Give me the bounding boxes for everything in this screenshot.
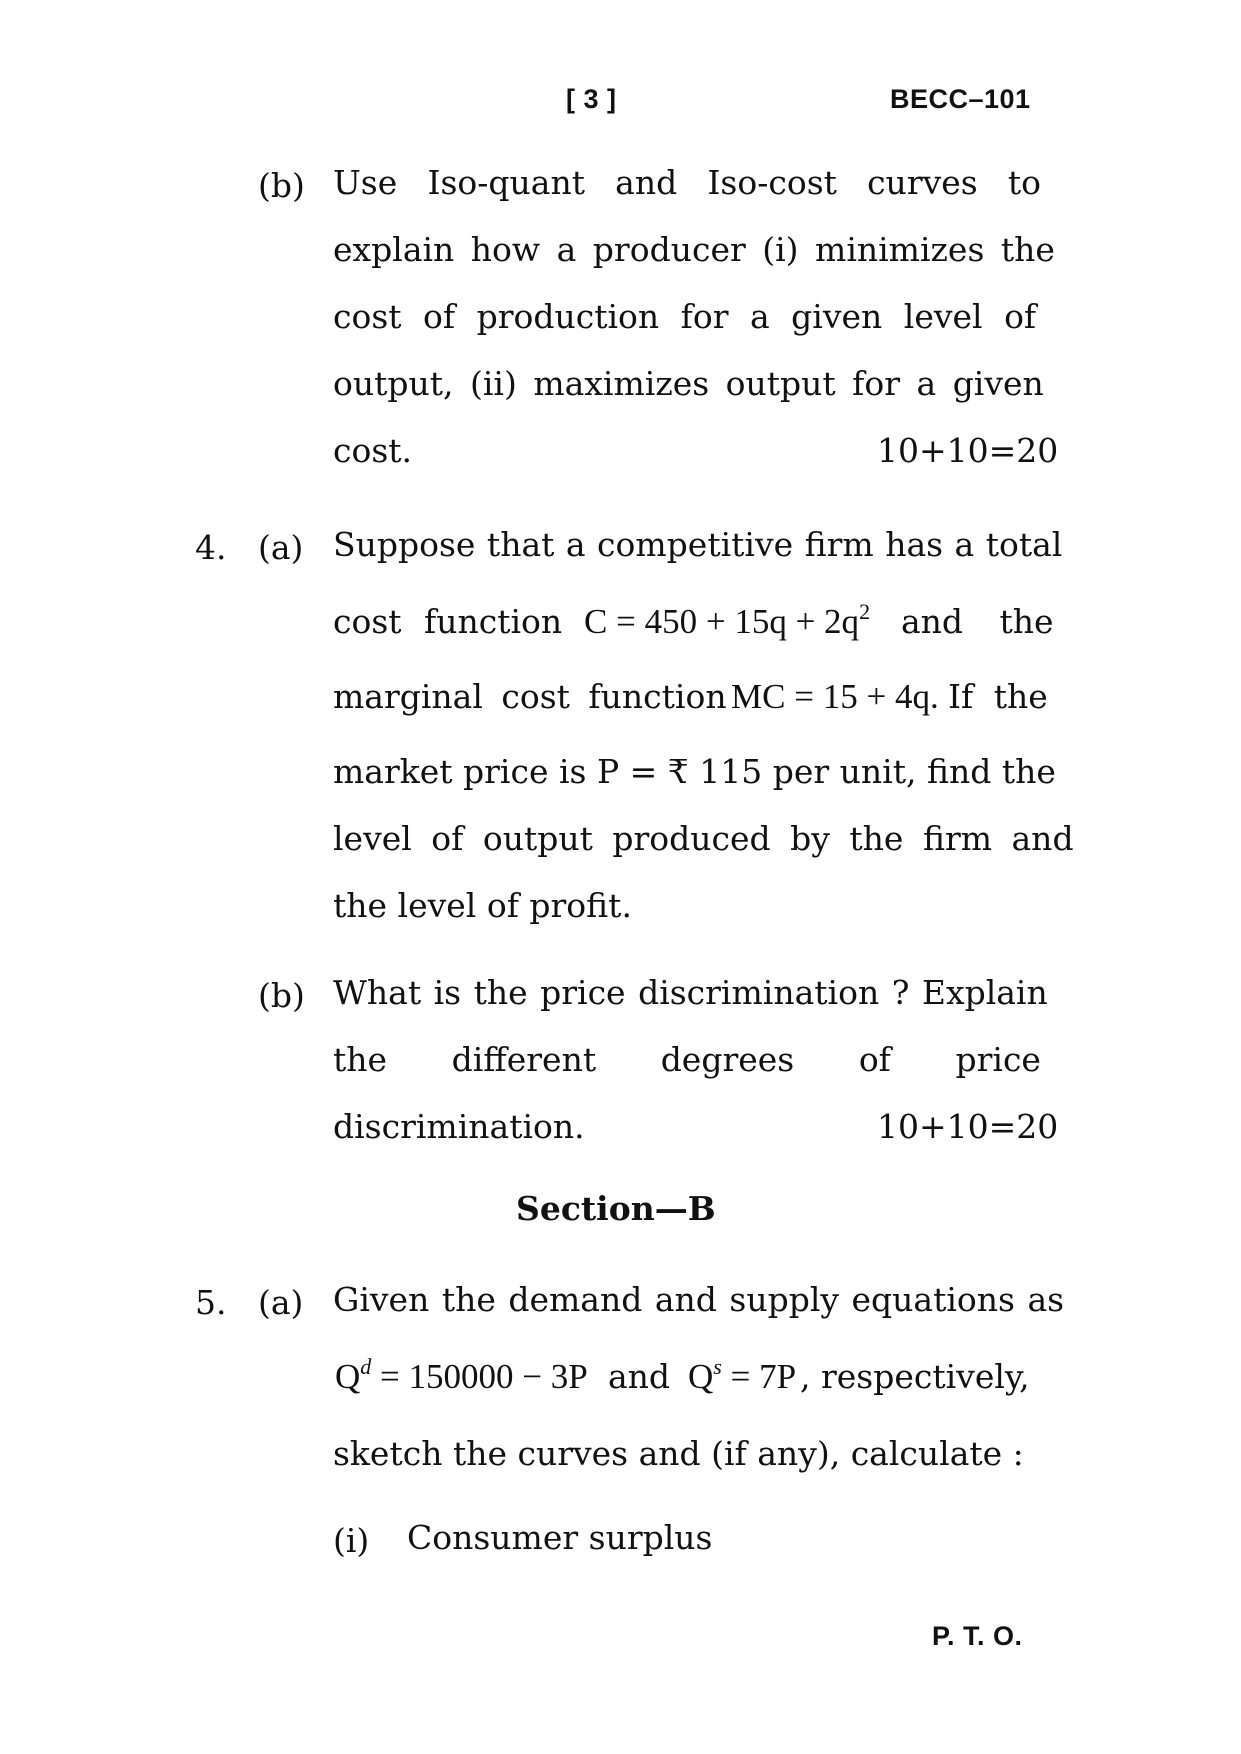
word: to xyxy=(1007,163,1041,202)
word: Iso-cost xyxy=(707,163,837,202)
word: Iso-quant xyxy=(427,163,585,202)
word: degrees xyxy=(660,1040,795,1079)
q3b-line4: output, (ii) maximizes output for a given xyxy=(333,364,1044,403)
q3b-line5: cost. xyxy=(333,431,413,470)
word: the xyxy=(333,1040,388,1079)
q3b-line2: explain how a producer (i) minimizes the xyxy=(333,230,1055,269)
q5a-line1: Given the demand and supply equations as xyxy=(333,1280,1065,1319)
q5-number: 5. xyxy=(195,1283,227,1322)
supply-rhs: = 7P xyxy=(730,1357,797,1396)
q4a-line3-post: If the xyxy=(948,677,1048,716)
demand-rhs: = 150000 − 3P xyxy=(380,1357,588,1396)
q4a-label: (a) xyxy=(258,528,304,567)
demand-equation: $Q^d = 150000 - 3P$ xyxy=(335,1354,588,1396)
q5a-label: (a) xyxy=(258,1283,304,1322)
marginal-cost-equation: MC = 15 + 4q. xyxy=(731,677,939,716)
q4-number: 4. xyxy=(195,528,227,567)
q4a-line6: the level of profit. xyxy=(333,886,632,925)
word: Use xyxy=(333,163,398,202)
demand-superscript: d xyxy=(360,1354,372,1379)
word: different xyxy=(451,1040,597,1079)
q4a-line1: Suppose that a competitive firm has a total xyxy=(333,525,1063,564)
q3b-line3: cost of production for a given level of xyxy=(333,297,1037,336)
q5a-line3: sketch the curves and (if any), calculate : xyxy=(333,1434,1024,1473)
q5a-i-text: Consumer surplus xyxy=(407,1518,713,1557)
section-heading: Section—B xyxy=(516,1189,716,1228)
word: of xyxy=(858,1040,891,1079)
q4a-line2-post: and the xyxy=(901,602,1054,641)
q4b-line2 xyxy=(333,1040,1041,1079)
q5a-i-label: (i) xyxy=(333,1521,370,1560)
square-exponent: 2 xyxy=(859,599,871,624)
q3b-marks: 10+10=20 xyxy=(877,431,1059,470)
q4a-line2-pre: cost function xyxy=(333,602,563,641)
q4b-label: (b) xyxy=(258,976,305,1015)
q4b-marks: 10+10=20 xyxy=(877,1107,1059,1146)
page-number: [ 3 ] xyxy=(566,84,617,114)
word: price xyxy=(955,1040,1041,1079)
word: and xyxy=(615,163,678,202)
supply-equation: $Q^s = 7P$ xyxy=(688,1354,797,1396)
q3b-label: (b) xyxy=(258,166,305,205)
supply-superscript: s xyxy=(713,1354,722,1379)
pto-label: P. T. O. xyxy=(932,1621,1023,1651)
cost-function-equation xyxy=(584,599,871,642)
q4b-line3: discrimination. xyxy=(333,1107,585,1146)
q4a-line5: level of output produced by the firm and xyxy=(333,819,1074,858)
and-word: and xyxy=(608,1357,671,1396)
q4a-line2 xyxy=(333,602,563,641)
word: curves xyxy=(867,163,978,202)
q4a-line4: market price is P = ₹ 115 per unit, find the xyxy=(333,752,1056,791)
course-code: BECC–101 xyxy=(890,84,1031,114)
q4a-line3-pre: marginal cost function xyxy=(333,677,727,716)
q4b-line1: What is the price discrimination ? Explain xyxy=(333,973,1048,1012)
respectively-word: , respectively, xyxy=(800,1357,1030,1396)
q3b-line1 xyxy=(333,163,1041,202)
cost-equation-text: C = 450 + 15q + 2q xyxy=(584,602,860,641)
